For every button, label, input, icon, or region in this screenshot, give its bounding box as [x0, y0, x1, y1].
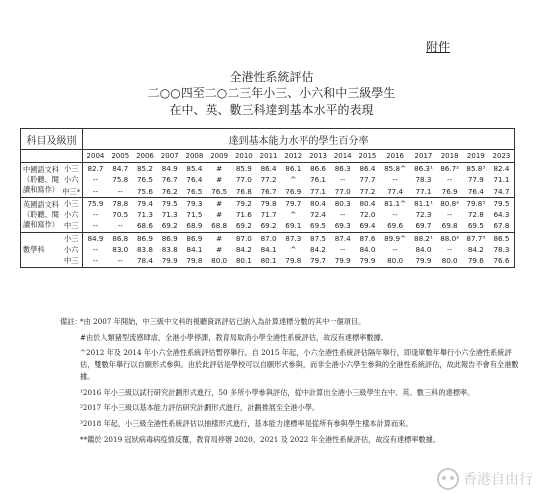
- value: 77.0: [235, 175, 252, 185]
- note-item: **鑑於 2019 冠狀病毒病疫情反覆，教育局停辦 2020、2021 及 2022 年全港性系統評估，故沒有達標率數據。: [80, 434, 441, 444]
- notes-label: 備註：: [60, 317, 82, 326]
- level-label: 小三: [64, 233, 79, 243]
- value: 87.6: [359, 233, 376, 243]
- level-label: 中三*: [62, 186, 81, 196]
- note-item: ²2017 年小三級以基本能力評估研究計劃形式進行，計劃推展至全港小學。: [80, 403, 320, 413]
- year-header: 2012: [284, 152, 303, 160]
- value: 84.1: [260, 245, 277, 255]
- value: 76.9: [285, 186, 302, 196]
- value-cell: [355, 232, 380, 267]
- value: 84.1: [186, 245, 203, 255]
- value-cell: [232, 232, 257, 267]
- value: 69.4: [359, 221, 376, 231]
- value-cell: [281, 163, 306, 198]
- year-header: 2019: [466, 152, 485, 160]
- value: 87.7³: [466, 233, 486, 243]
- value: 80.4: [310, 198, 327, 208]
- level-label: 小六: [64, 210, 79, 220]
- value-cell: [182, 232, 207, 267]
- subject-name: 中國語文科（聆聽、閱讀和寫作）: [21, 163, 61, 198]
- value-cell: [83, 232, 108, 267]
- value-cell: [306, 232, 331, 267]
- value-cell: [256, 232, 281, 267]
- level-label: 小六: [64, 245, 79, 255]
- subject-row: [21, 197, 515, 232]
- value-cell: [133, 163, 158, 198]
- value: 80.1: [235, 256, 252, 266]
- level-label: 小六: [64, 175, 79, 185]
- year-header: 2015: [358, 152, 377, 160]
- value: 83.8: [136, 245, 153, 255]
- value: 79.9: [161, 256, 178, 266]
- value: ^: [290, 175, 297, 185]
- value: 72.8: [467, 210, 484, 220]
- value: 69.6: [387, 221, 404, 231]
- value: 86.6: [310, 164, 327, 173]
- year-header: 2011: [259, 152, 278, 160]
- subject-name: 英國語文科（聆聽、閱讀和寫作）: [21, 197, 61, 232]
- year-header: 2013: [309, 152, 327, 160]
- value: 81.1^: [384, 198, 407, 208]
- value-cell: [489, 197, 515, 232]
- value: --: [92, 245, 99, 255]
- year-row-spacer: [21, 150, 83, 163]
- value: 86.9: [161, 233, 178, 243]
- value: 68.6: [136, 221, 153, 231]
- value: 87.4: [334, 233, 351, 243]
- value: 84.0: [359, 245, 376, 255]
- value-cell: [83, 163, 108, 198]
- value: 79.2: [235, 198, 252, 208]
- value: 76.4: [467, 186, 484, 196]
- value: 84.9: [161, 164, 178, 173]
- value: 76.1: [310, 175, 327, 185]
- value: 76.6: [493, 256, 510, 266]
- value: 85.2: [136, 164, 153, 173]
- value: 85.8^: [384, 164, 407, 173]
- value-cell: [83, 197, 108, 232]
- value: 76.5: [211, 186, 228, 196]
- value-cell: [182, 197, 207, 232]
- value: #: [216, 210, 223, 220]
- value: 75.6: [136, 186, 153, 196]
- value: --: [447, 210, 453, 220]
- year-header: 2006: [136, 152, 154, 160]
- subject-row: [21, 232, 515, 267]
- value: 69.5: [310, 221, 327, 231]
- level-cell: [61, 232, 83, 267]
- year-header: 2016: [386, 152, 404, 160]
- year-header: 2009: [210, 152, 229, 160]
- value: 78.8: [112, 198, 129, 208]
- wechat-icon: [437, 468, 459, 490]
- level-cell: [61, 163, 83, 198]
- value-cell: [108, 232, 133, 267]
- value: 69.3: [334, 221, 351, 231]
- value-cell: [355, 163, 380, 198]
- value-cell: [108, 163, 133, 198]
- value: #: [216, 164, 223, 173]
- value: 84.9: [87, 233, 104, 243]
- value: 70.5: [112, 210, 129, 220]
- value: 87.0: [260, 233, 277, 243]
- value: 84.7: [112, 164, 129, 173]
- value: ^: [290, 210, 297, 220]
- note-item: ¹2016 年小三級以試行研究計劃形式進行，50 多所小學參與評估，從中計算出全港小三級學生在中、英、數三科的達標率。: [80, 387, 475, 397]
- value: 68.8: [211, 221, 228, 231]
- value: --: [92, 186, 99, 196]
- value-cell: [157, 232, 182, 267]
- value: --: [392, 210, 398, 220]
- value: --: [340, 175, 346, 185]
- annex-label: 附件: [425, 40, 450, 54]
- note-item: #由於人類豬型流感肆虐，全港小學停課，教育局取消小學全港性系統評估，故沒有達標率數據。: [80, 332, 388, 342]
- value: 75.9: [87, 198, 104, 208]
- value: 86.4: [260, 164, 277, 173]
- value: #: [216, 175, 223, 185]
- value-cell: [463, 232, 489, 267]
- value: #: [216, 233, 223, 243]
- value-cell: [157, 163, 182, 198]
- value: 79.4: [136, 198, 153, 208]
- value: 72.4: [310, 210, 327, 220]
- value: 86.1: [285, 164, 302, 173]
- results-table: [20, 128, 515, 268]
- value-cell: [306, 197, 331, 232]
- percentage-header: 達到基本能力水平的學生百分率: [83, 129, 515, 150]
- value: --: [117, 186, 123, 196]
- value: 85.8³: [466, 164, 486, 173]
- value: 75.8: [112, 175, 129, 185]
- value: 76.2: [161, 186, 178, 196]
- year-header: 2007: [160, 152, 179, 160]
- value: ^: [290, 245, 297, 255]
- value: 88.2¹: [414, 233, 433, 243]
- value-cell: [489, 232, 515, 267]
- value: 82.7: [87, 164, 104, 173]
- value-cell: [207, 232, 232, 267]
- value: --: [117, 256, 123, 266]
- value-cell: [182, 163, 207, 198]
- value: 69.2: [235, 221, 252, 231]
- value: 77.1: [310, 186, 327, 196]
- value: 84.2: [467, 245, 484, 255]
- value: 78.3: [415, 175, 432, 185]
- value: --: [92, 221, 99, 231]
- value-cell: [281, 232, 306, 267]
- subject-level-header: 科目及級別: [21, 129, 83, 150]
- value: #: [216, 245, 223, 255]
- value: 79.8³: [466, 198, 486, 208]
- value: 77.1: [415, 186, 432, 196]
- value: 71.7: [260, 210, 277, 220]
- value: 67.8: [493, 221, 510, 231]
- value: 69.2: [161, 221, 178, 231]
- value-cell: [380, 163, 411, 198]
- value-cell: [256, 197, 281, 232]
- value: 69.7: [415, 221, 432, 231]
- value: 80.0: [211, 256, 228, 266]
- value: 69.5: [467, 221, 484, 231]
- value: 79.9: [359, 256, 376, 266]
- value: 79.8: [285, 256, 302, 266]
- value-cell: [207, 197, 232, 232]
- year-header: 2010: [234, 152, 253, 160]
- value: 76.9: [441, 186, 458, 196]
- value: 86.4: [359, 164, 376, 173]
- value-cell: [410, 163, 436, 198]
- value: 88.0²: [440, 233, 460, 243]
- value: 87.0: [235, 233, 252, 243]
- value: 79.3: [186, 198, 203, 208]
- value-cell: [281, 197, 306, 232]
- value: --: [447, 245, 453, 255]
- value: 86.7²: [440, 164, 460, 173]
- year-header: 2017: [414, 152, 433, 160]
- value: 76.5: [136, 175, 153, 185]
- value: 71.3: [161, 210, 178, 220]
- value-cell: [463, 197, 489, 232]
- value: 77.0: [334, 186, 351, 196]
- value: 77.2: [359, 186, 376, 196]
- value: 85.4: [186, 164, 203, 173]
- value-cell: [232, 163, 257, 198]
- value: 80.4: [359, 198, 376, 208]
- value: 76.7: [161, 175, 178, 185]
- value: --: [92, 256, 99, 266]
- value: 86.9: [186, 233, 203, 243]
- value: 87.3: [285, 233, 302, 243]
- value: 89.9^: [384, 233, 407, 243]
- year-header: 2004: [86, 152, 105, 160]
- level-cell: [61, 197, 83, 232]
- value: --: [92, 175, 99, 185]
- value: --: [117, 221, 123, 231]
- value: 79.9: [415, 256, 432, 266]
- value: 71.1: [493, 175, 510, 185]
- value: 68.9: [186, 221, 203, 231]
- value: 81.1¹: [414, 198, 433, 208]
- value-cell: [133, 232, 158, 267]
- value: --: [447, 175, 453, 185]
- value: 83.0: [112, 245, 129, 255]
- value: 86.8: [112, 233, 129, 243]
- notes-section: [60, 316, 520, 449]
- value: 74.7: [493, 186, 510, 196]
- year-header: 2018: [440, 152, 459, 160]
- value: 76.4: [186, 175, 203, 185]
- value: 83.8: [161, 245, 178, 255]
- value: 79.6: [467, 256, 484, 266]
- document-subtitle-2: 在中、英、數三科達到基本水平的表現: [169, 103, 374, 117]
- value-cell: [410, 232, 436, 267]
- value: 79.8: [186, 256, 203, 266]
- year-header: 2005: [111, 152, 130, 160]
- value: --: [340, 245, 346, 255]
- value: 77.7: [359, 175, 376, 185]
- document-subtitle-1: 二○○四至二○二三年小三、小六和中三級學生: [147, 86, 396, 100]
- value-cell: [133, 197, 158, 232]
- value: 82.4: [493, 164, 510, 173]
- level-label: 小三: [64, 164, 79, 173]
- value-cell: [330, 163, 355, 198]
- value: 86.9: [136, 233, 153, 243]
- value-cell: [437, 163, 463, 198]
- value-cell: [108, 197, 133, 232]
- value: 77.2: [260, 175, 277, 185]
- value: 76.7: [260, 186, 277, 196]
- value: 69.8: [441, 221, 458, 231]
- value: 77.4: [387, 186, 404, 196]
- value-cell: [410, 197, 436, 232]
- level-label: 中三: [64, 221, 79, 231]
- watermark: [437, 468, 533, 490]
- value: 72.3: [415, 210, 432, 220]
- note-item: ³2018 年起，小三級全港性系統評估以抽樣形式進行，基本能力達標率是從所有參與學生樣本計算而來。: [80, 418, 413, 428]
- value: 80.1: [260, 256, 277, 266]
- value-cell: [437, 232, 463, 267]
- value-cell: [330, 232, 355, 267]
- value: 84.2: [235, 245, 252, 255]
- value-cell: [232, 197, 257, 232]
- value-cell: [330, 197, 355, 232]
- value: 77.9: [467, 175, 484, 185]
- value: 85.9: [235, 164, 252, 173]
- level-label: 中三: [64, 256, 79, 266]
- value-cell: [256, 163, 281, 198]
- value-cell: [380, 232, 411, 267]
- value: 76.5: [186, 186, 203, 196]
- value: 80.0: [387, 256, 404, 266]
- value: 69.2: [260, 221, 277, 231]
- value-cell: [355, 197, 380, 232]
- value-cell: [157, 197, 182, 232]
- year-header: 2023: [489, 150, 515, 163]
- value-cell: [207, 163, 232, 198]
- value: 64.3: [493, 210, 510, 220]
- value: 86.5: [493, 233, 510, 243]
- watermark-text: 香港自由行: [463, 472, 533, 488]
- value: 76.8: [235, 186, 252, 196]
- subject-row: [21, 163, 515, 198]
- note-item: *由 2007 年開始，中三級中文科的視聽資訊評估已納入為計算達標分數的其中一個項目。: [80, 317, 366, 326]
- value: 87.5: [310, 233, 327, 243]
- value: 69.1: [285, 221, 302, 231]
- value: 79.5: [161, 198, 178, 208]
- value: 84.0: [415, 245, 432, 255]
- value: 80.8²: [440, 198, 460, 208]
- value: 84.2: [310, 245, 327, 255]
- value-cell: [380, 197, 411, 232]
- value-cell: [437, 197, 463, 232]
- value: --: [92, 210, 99, 220]
- level-label: 小三: [64, 198, 79, 208]
- value-cell: [489, 163, 515, 198]
- value: #: [216, 198, 223, 208]
- value: 86.3¹: [414, 164, 433, 173]
- value: --: [392, 175, 398, 185]
- value: 79.7: [285, 198, 302, 208]
- value: 71.5: [186, 210, 203, 220]
- value: 71.3: [136, 210, 153, 220]
- value-cell: [463, 163, 489, 198]
- value: 79.8: [260, 198, 277, 208]
- document-title: 全港性系統評估: [229, 70, 314, 84]
- value: 79.7: [310, 256, 327, 266]
- note-item: ^2012 年及 2014 年小六全港性系統評估暫停舉行。自 2015 年起，小六全港性系統評估隔年舉行，即逢單數年舉行小六全港性系統評估，雙數年舉行以自願形式參與。由於此評估是學校可以自願形式參與，而非全港小六學生參與的全港性系統評估，故此報告不會有全港數據。: [80, 348, 519, 381]
- value: 86.3: [334, 164, 351, 173]
- year-header: 2014: [333, 152, 352, 160]
- value: --: [340, 210, 346, 220]
- value: --: [392, 245, 398, 255]
- year-header: 2008: [185, 152, 204, 160]
- value: 71.6: [235, 210, 252, 220]
- subject-name: 數學科: [21, 232, 61, 267]
- value: 72.0: [359, 210, 376, 220]
- value: 79.9: [334, 256, 351, 266]
- value-cell: [306, 163, 331, 198]
- value: 79.5: [493, 198, 510, 208]
- value: 78.3: [493, 245, 510, 255]
- value: 80.0: [441, 256, 458, 266]
- value: 80.3: [334, 198, 351, 208]
- value: 78.4: [136, 256, 153, 266]
